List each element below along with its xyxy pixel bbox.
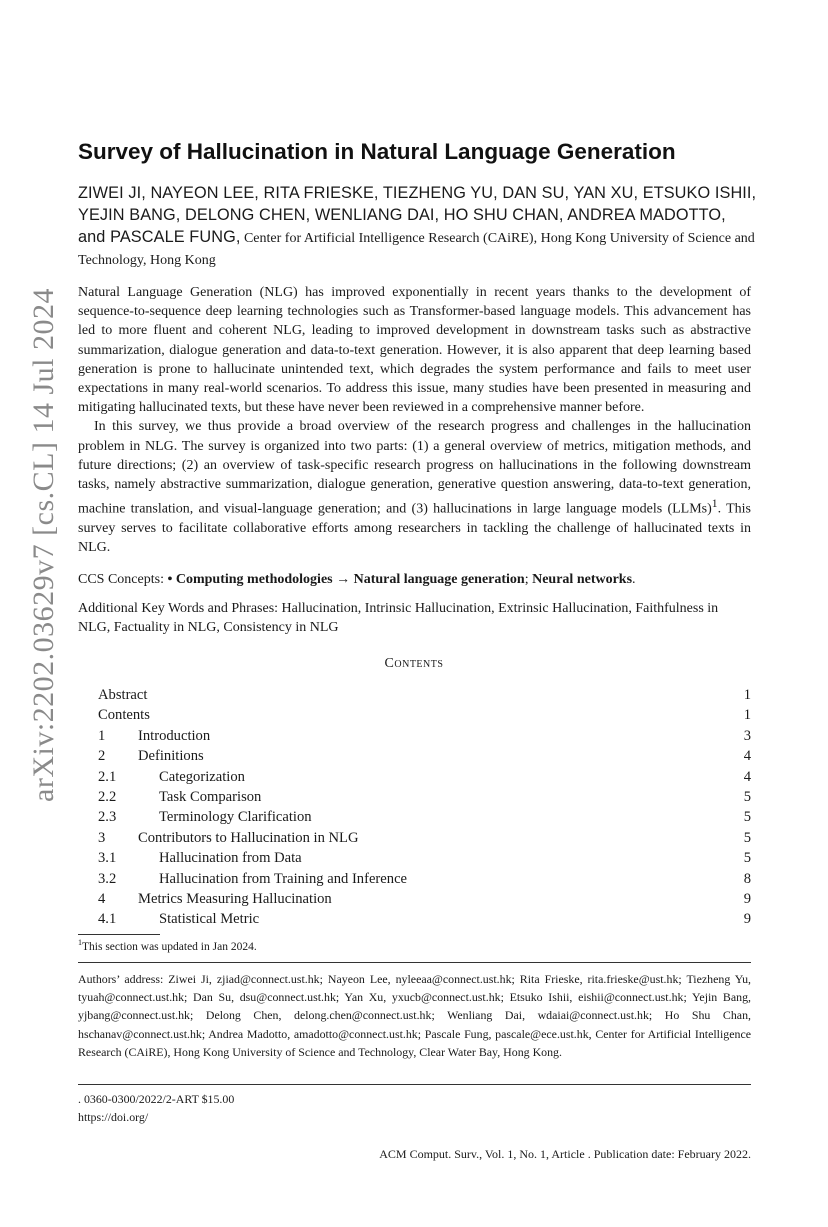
- footnote-text: This section was updated in Jan 2024.: [82, 940, 257, 953]
- toc-entry-page: 4: [743, 748, 751, 765]
- toc-entry-page: 8: [743, 870, 751, 887]
- ccs-end: .: [632, 572, 636, 587]
- author-block: [78, 182, 758, 272]
- toc-entry-number: 4: [98, 890, 106, 907]
- toc-entry[interactable]: [98, 705, 751, 725]
- toc-entry-page: 1: [743, 687, 751, 703]
- toc-entry-page: 5: [743, 829, 751, 846]
- toc-entry[interactable]: [98, 889, 751, 909]
- toc-entry[interactable]: [98, 909, 751, 929]
- paper-title: Survey of Hallucination in Natural Language Generation: [78, 139, 676, 164]
- toc-entry-page: 9: [743, 890, 751, 907]
- doi-rule: [78, 1084, 751, 1085]
- ccs-concepts: [78, 572, 751, 588]
- toc-entry-title: Task Comparison: [159, 788, 262, 805]
- toc-entry-title: Metrics Measuring Hallucination: [138, 890, 332, 907]
- toc-entry-page: 5: [743, 788, 751, 805]
- toc-entry-number: 2.2: [98, 788, 117, 805]
- toc-entry-title: Hallucination from Data: [159, 850, 302, 867]
- abstract: [78, 283, 751, 558]
- toc-entry[interactable]: [98, 746, 751, 766]
- toc-entry-page: 3: [743, 727, 751, 744]
- toc-entry-title: Statistical Metric: [159, 911, 260, 928]
- toc-entry-number: 2.3: [98, 809, 117, 826]
- authors-address: Authors’ address: Ziwei Ji, zjiad@connect.ust.hk; Nayeon Lee, nyleeaa@connect.ust.hk; Rita Frieske, rita.frieske@ust.hk; Tiezheng Yu, tyuah@connect.ust.hk; Dan Su, dsu@connect.ust.hk; Yan Xu, yxucb@connect.ust.hk; Etsuko Ishii, eishii@connect.ust.hk; Yejin Bang, yjbang@connect.ust.hk; Delong Chen, delong.chen@connect.ust.hk; Wenliang Dai, wdaiai@connect.ust.hk; Ho Shu Chan, hschanav@connect.ust.hk; Andrea Madotto, amadotto@connect.ust.hk; Pascale Fung, pascale@ece.ust.hk, Center for Artificial Intelligence Research (CAiRE), Hong Kong University of Science and Technology, Clear Water Bay, Hong Kong.: [78, 972, 751, 1059]
- arxiv-sidebar-stamp: [22, 250, 66, 840]
- toc-entry-number: 2.1: [98, 768, 117, 785]
- address-rule: [78, 962, 751, 963]
- footnote-marker[interactable]: 1: [711, 497, 718, 511]
- toc-entry[interactable]: [98, 869, 751, 889]
- author-names-line-1: ZIWEI JI, NAYEON LEE, RITA FRIESKE, TIEZHENG YU, DAN SU, YAN XU, ETSUKO ISHII,: [78, 184, 757, 202]
- ccs-label: CCS Concepts:: [78, 572, 164, 587]
- toc-entry[interactable]: [98, 828, 751, 848]
- toc-entry-title: Introduction: [138, 727, 211, 744]
- footnote-rule: [78, 934, 160, 935]
- ccs-term-computing-methodologies: Computing methodologies: [175, 572, 333, 587]
- author-affiliation: Center for Artificial Intelligence Research (CAiRE), Hong Kong University of Science and Technology, Hong Kong: [78, 231, 755, 268]
- toc-entry-number: 3: [98, 829, 106, 846]
- ccs-term-neural-networks: Neural networks: [532, 572, 633, 587]
- page-footer: ACM Comput. Surv., Vol. 1, No. 1, Article . Publication date: February 2022.: [379, 1147, 751, 1161]
- toc-entry-title: Hallucination from Training and Inference: [159, 870, 408, 887]
- doi-block: [78, 1090, 234, 1126]
- toc-entry-number: 4.1: [98, 911, 117, 928]
- toc-entry-number: 3.1: [98, 850, 117, 867]
- abstract-paragraph-2-end: . This survey serves to facilitate collaborative efforts among researchers in tackling the challenge of hallucinated texts in NLG.: [78, 501, 752, 556]
- toc-entry-title: Contents: [98, 707, 150, 724]
- author-names-line-2: YEJIN BANG, DELONG CHEN, WENLIANG DAI, HO SHU CHAN, ANDREA MADOTTO,: [78, 206, 726, 224]
- ccs-separator: ;: [524, 572, 529, 587]
- toc-entry-page: 4: [743, 768, 751, 785]
- footnote: [78, 938, 257, 953]
- toc-entry-title: Abstract: [98, 687, 148, 703]
- toc-entry[interactable]: [98, 726, 751, 746]
- toc-entry-title: Definitions: [138, 748, 204, 765]
- footnote-mark: 1: [78, 938, 82, 947]
- additional-keywords: Additional Key Words and Phrases: Hallucination, Intrinsic Hallucination, Extrinsic Hallucination, Faithfulness in NLG, Factuality in NLG, Consistency in NLG: [78, 601, 719, 635]
- abstract-paragraph-2: [78, 417, 751, 557]
- toc-entry-page: 5: [743, 809, 751, 826]
- ccs-arrow: →: [336, 572, 351, 587]
- table-of-contents: [98, 685, 751, 930]
- author-names-line-3: and PASCALE FUNG,: [78, 228, 241, 246]
- toc-entry-number: 2: [98, 748, 106, 765]
- toc-entry[interactable]: [98, 685, 751, 705]
- toc-entry[interactable]: [98, 787, 751, 807]
- ccs-term-nlg: Natural language generation: [353, 572, 525, 587]
- toc-entry-page: 9: [743, 911, 751, 928]
- toc-entry-title: Categorization: [159, 768, 245, 785]
- toc-entry[interactable]: [98, 848, 751, 868]
- contents-heading: Contents: [384, 656, 444, 671]
- ccs-bullet: •: [167, 572, 173, 587]
- abstract-paragraph-2-text: In this survey, we thus provide a broad overview of the research progress and challenges in the hallucination problem in NLG. The survey is organized into two parts: (1) a general overview of metrics, mitigation methods, and future directions; (2) an overview of task-specific research progress on hallucinations in the following downstream tasks, namely abstractive summarization, dialogue generation, generative question answering, data-to-text generation, machine translation, and visual-language generation; and (3) hallucinations in large language models (LLMs): [78, 419, 751, 517]
- doi-line-1: . 0360-0300/2022/2-ART $15.00: [78, 1092, 235, 1106]
- toc-entry-number: 1: [98, 727, 106, 744]
- toc-entry[interactable]: [98, 767, 751, 787]
- arxiv-identifier: arXiv:2202.03629v7 [cs.CL] 14 Jul 2024: [27, 288, 60, 802]
- toc-entry-title: Contributors to Hallucination in NLG: [138, 829, 359, 846]
- abstract-paragraph-1: Natural Language Generation (NLG) has improved exponentially in recent years thanks to the development of sequence-to-sequence deep learning technologies such as Transformer-based language models. This advancement has led to more fluent and coherent NLG, leading to improved development in downstream tasks such as abstractive summarization, dialogue generation and data-to-text generation. However, it is also apparent that deep learning based generation is prone to hallucinate unintended text, which degrades the system performance and fails to meet user expectations in many real-world scenarios. To address this issue, many studies have been presented in measuring and mitigating hallucinated texts, but these have never been reviewed in a comprehensive manner before.: [78, 285, 751, 416]
- toc-entry[interactable]: [98, 807, 751, 827]
- toc-entry-page: 5: [743, 850, 751, 867]
- toc-entry-title: Terminology Clarification: [159, 809, 312, 826]
- doi-link[interactable]: https://doi.org/: [78, 1110, 149, 1124]
- toc-entry-page: 1: [743, 707, 751, 724]
- toc-entry-number: 3.2: [98, 870, 117, 887]
